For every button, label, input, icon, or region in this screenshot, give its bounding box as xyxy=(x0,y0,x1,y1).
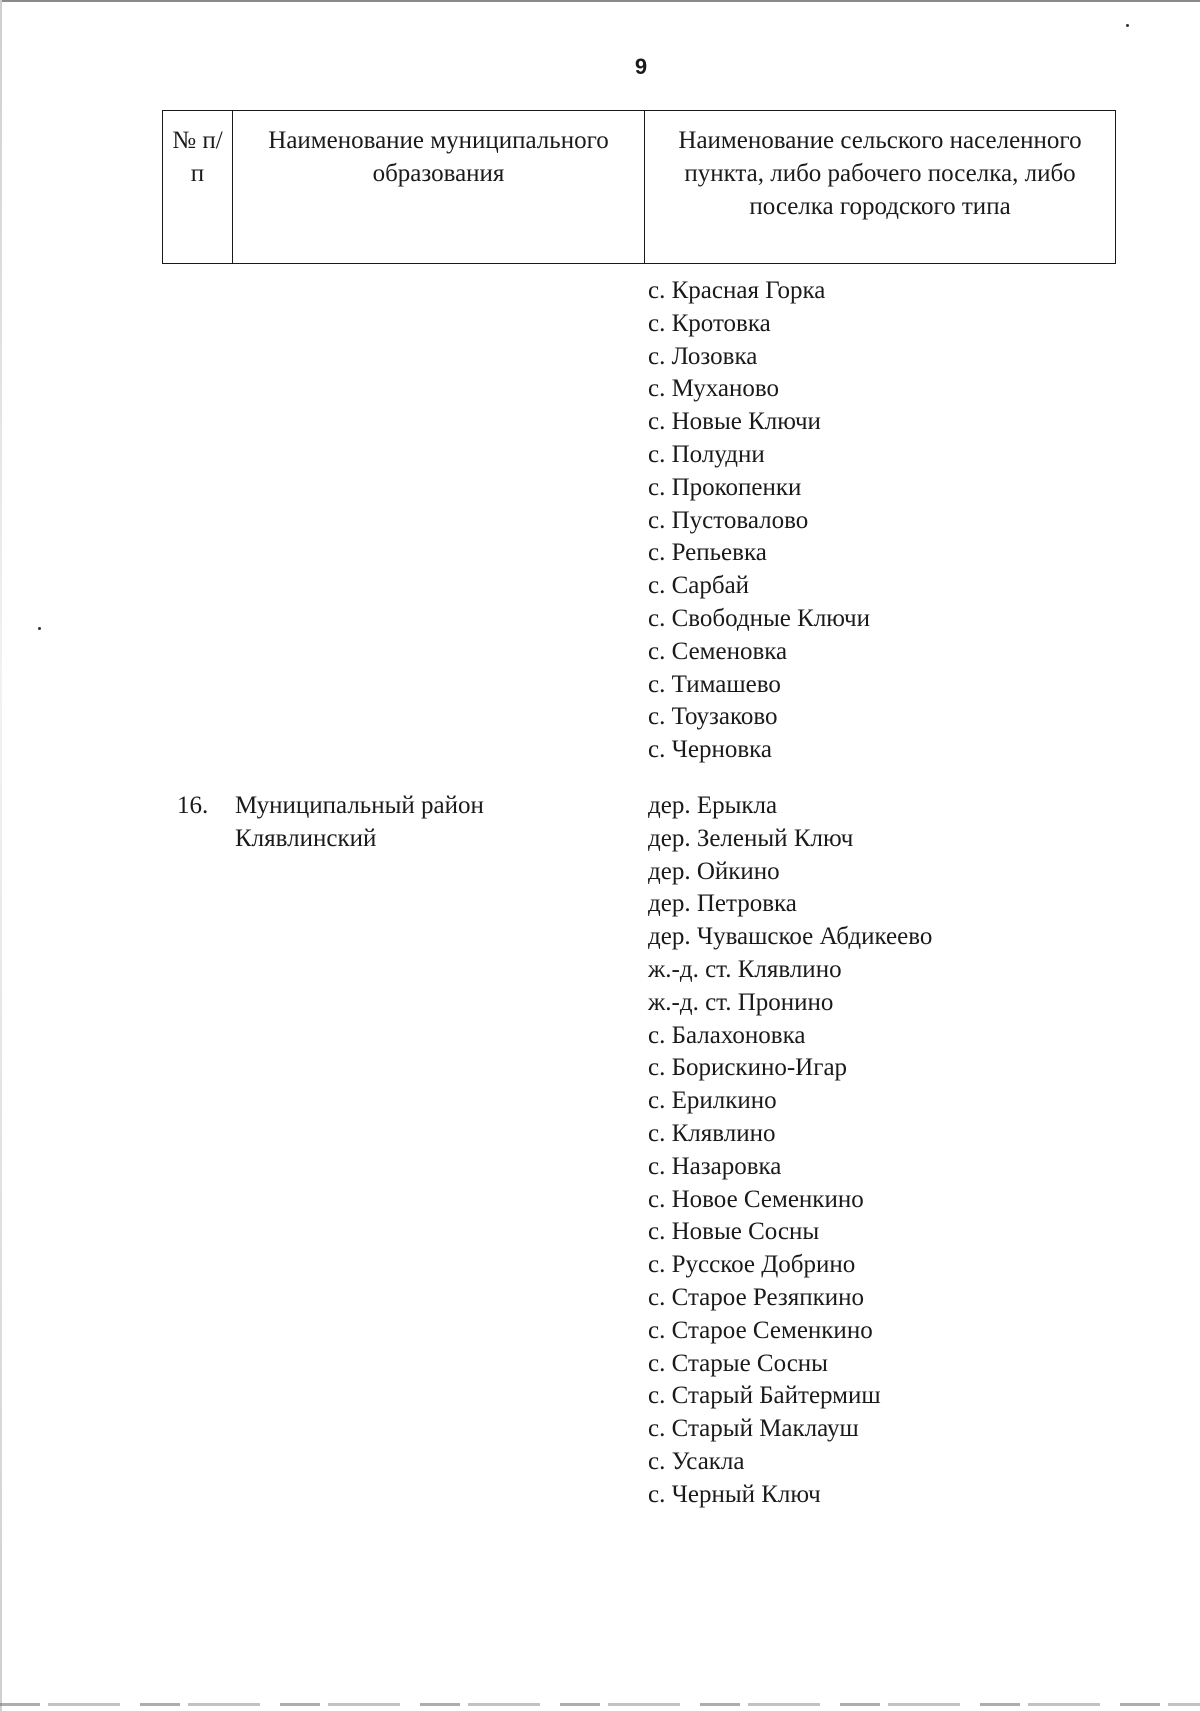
settlement-item: с. Тоузаково xyxy=(648,703,778,731)
row-number: 16. xyxy=(177,792,209,819)
settlement-item: с. Старые Сосны xyxy=(648,1349,828,1377)
scan-edge-left xyxy=(0,0,2,1711)
settlement-item: с. Новые Ключи xyxy=(648,408,821,436)
settlement-item: дер. Чувашское Абдикеево xyxy=(648,923,933,951)
scan-speck xyxy=(38,627,41,630)
settlement-item: с. Усакла xyxy=(648,1447,745,1475)
settlement-item: с. Новые Сосны xyxy=(648,1218,820,1246)
settlement-item: с. Семеновка xyxy=(648,637,788,665)
settlement-item: с. Назаровка xyxy=(648,1152,782,1180)
settlement-item: с. Тимашево xyxy=(648,670,781,698)
scan-speck xyxy=(1126,24,1129,27)
settlement-item: с. Кротовка xyxy=(648,309,771,337)
settlement-item: с. Пустовалово xyxy=(648,506,809,534)
column-header-number: № п/п xyxy=(163,111,233,264)
settlement-list xyxy=(648,790,932,1512)
settlement-item: с. Муханово xyxy=(648,375,779,403)
page-number: 9 xyxy=(634,54,648,79)
settlement-item: ж.-д. ст. Клявлино xyxy=(648,955,842,983)
table-header-row xyxy=(163,111,1116,264)
scan-edge-top xyxy=(0,0,1200,2)
settlement-item: с. Борискино-Игар xyxy=(648,1054,848,1082)
settlement-item: дер. Зеленый Ключ xyxy=(648,824,854,852)
settlement-item: дер. Петровка xyxy=(648,890,797,918)
settlement-item: с. Клявлино xyxy=(648,1119,776,1147)
settlement-item: дер. Ерыкла xyxy=(648,792,778,819)
settlement-item: с. Полудни xyxy=(648,440,765,468)
settlement-item: дер. Ойкино xyxy=(648,857,780,885)
settlement-item: ж.-д. ст. Пронино xyxy=(648,988,834,1016)
scan-edge-bottom xyxy=(0,1703,1200,1706)
settlement-item: с. Прокопенки xyxy=(648,473,802,501)
settlement-list xyxy=(648,275,870,767)
settlement-item: с. Балахоновка xyxy=(648,1021,806,1049)
settlement-item: с. Свободные Ключи xyxy=(648,604,870,632)
settlement-item: с. Русское Добрино xyxy=(648,1251,856,1279)
settlement-item: с. Лозовка xyxy=(648,342,758,370)
column-header-municipality: Наименование муниципального образования xyxy=(233,111,645,264)
column-header-settlement: Наименование сельского населенного пункта, либо рабочего поселка, либо поселка городского типа xyxy=(645,111,1116,264)
settlement-item: с. Старое Резяпкино xyxy=(648,1283,865,1311)
settlement-item: с. Красная Горка xyxy=(648,277,826,304)
settlement-item: с. Старый Маклауш xyxy=(648,1415,859,1443)
settlement-item: с. Старый Байтермиш xyxy=(648,1382,881,1410)
settlement-item: с. Сарбай xyxy=(648,572,750,600)
settlement-item: с. Репьевка xyxy=(648,539,767,567)
settlement-item: с. Черновка xyxy=(648,736,772,764)
table-header xyxy=(162,110,1116,264)
settlement-item: с. Черный Ключ xyxy=(648,1480,821,1508)
settlement-item: с. Ерилкино xyxy=(648,1087,777,1115)
settlement-item: с. Старое Семенкино xyxy=(648,1316,873,1344)
settlement-item: с. Новое Семенкино xyxy=(648,1185,864,1213)
row-municipality: Муниципальный район Клявлинский xyxy=(235,792,484,852)
